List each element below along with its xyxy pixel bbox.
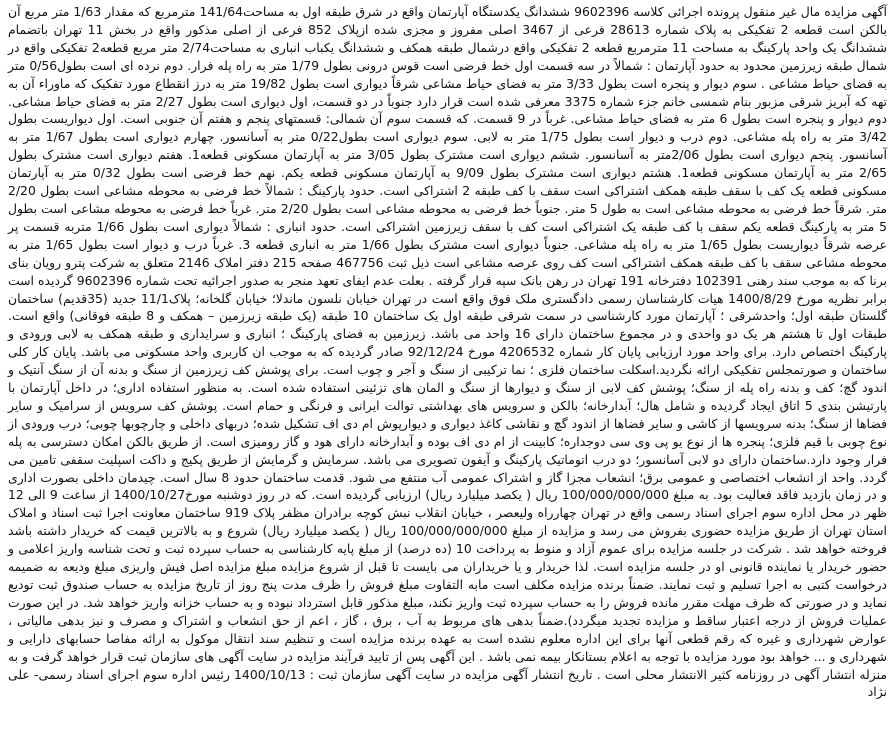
auction-notice-text: آگهی مزایده مال غیر منقول پرونده اجرائی کلاسه 9602396 ششدانگ یکدستگاه آپارتمان واقع در شرق طبقه اول به مساحت141/64 مترمربع که مقدار 1/63 متر مربع آن بالکن است قطعه 2 تفکیکی به پلاک شماره 28613 فرعی از 3467 اصلی مفروز و مجزی شده ازپلاک 852 فرعی از اصلی مذکور واقع در بخش 11 تهران باتضمام ششدانگ یک واحد پارکینگ به مساحت 11 مترمربع قطعه 2 تفکیکی واقع درشمال طبقه همکف و ششدانگ یکباب انباری به مساحت2/74 متر مربع قطعه2 تفکیکی واقع در شمال طبقه زیرزمین محدود به حدود آپارتمان : شمالاً در سه قسمت اول خط فرضی است قوس درونی بطول 1/79 متر به راه پله فرار. دوم نرده ای است بطول0/56 متر به فضای حیاط مشاعی . سوم دیوار و پنجره است بطول 3/33 متر به فضای حیاط مشاعی شرقاً دیواری است بطول 19/82 متر به درز انقطاع مورد تفکیک که ماوراء آن به تهه که آبریز شرقی مزبور بنام شمسی خانم جزء شماره 3375 معرفی شده است قرار دارد جنوباً در دو قسمت، اول دیواری است بطول 2/27 متر به فضای حیاط مشاعی. دوم دیوار و پنجره است بطول 6 متر به فضای حیاط مشاعی. غرباً در 9 قسمت. که قسمت سوم آن شمالی: قسمتهای پنجم و هفتم آن جنوبی است. اول دیواریست بطول 3/42 متر به راه پله مشاعی. دوم درب و دیوار است بطول 1/75 متر به لابی. سوم دیواری است بطول0/22 متر به آسانسور. چهارم دیواری است بطول 1/67 متر به آسانسور. پنجم دیواری است بطول 2/06متر به آسانسور. ششم دیواری است مشترک بطول 3/05 متر به آپارتمان مسکونی قطعه1. هفتم دیواری است مشترک بطول 2/65 متر به آپارتمان مسکونی قطعه1. هشتم دیواری است مشترک بطول 9/09 به آپارتمان مسکونی قطعه یکم. نهم خط فرضی است بطول 0/32 متر به آپارتمان مسکونی قطعه یک کف با سقف طبقه همکف اشتراکی است سقف با کف طبقه 2 اشتراکی است. حدود پارکینگ : شمالاً خط فرضی به محوطه مشاعی است بطول 2/20 متر. شرقاً خط فرضی به محوطه مشاعی است به طول 5 متر. جنوباً خط فرضی به محوطه مشاعی است بطول 2/20 متر. غرباً خط فرضی به محوطه مشاعی است بطول 5 متر به پارکینگ قطعه یکم سقف با کف طبقه یک اشتراکی است کف با سقف زیرزمین اشتراکی است. حدود انباری : شمالاً دیواری است بطول 1/66 متربه قسمت پر عرصه شرقاً دیواریست بطول 1/65 متر به راه پله مشاعی. جنوباً دیواری است مشترک بطول 1/66 متر به انباری قطعه 3. غرباً درب و دیوار است بطول 1/65 متر به محوطه مشاعی سقف با کف طبقه همکف اشتراکی است کف روی عرصه مشاعی است ذیل ثبت 467756 صفحه 215 دفتر املاک 2146 متعلق به شرکت پترو رویان بنای برنا که به موجب سند رهنی 102391 دفترخانه 191 تهران در رهن بانک سپه قرار گرفته . بعلت عدم ایفای تعهد منجر به صدور اجرائیه تحت شماره 9602396 گردیده است برابر نظریه مورخ 1400/8/29 هیات کارشناسان رسمی دادگستری ملک فوق واقع است در تهران خیابان نلسون ماندلا؛ خیابان گلخانه؛ پلاک11/1 جدید (35قدیم) ساختمان گلستان طبقه اول؛ واحدشرقی ؛ آپارتمان مورد کارشناسی در سمت شرقی طبقه اول یک ساختمان 10 طبقه (یک طبقه زیرزمین – همکف و 8 طبقه فوقانی) واقع است. طبقات اول تا هشتم هر یک دو واحدی و در مجموع ساختمان دارای 16 واحد می باشد. زیرزمین به فضای پارکینگ ؛ انباری و سرایداری و طبقه همکف به لابی ورودی و پارکینگ اختصاص دارد. برای واحد مورد ارزیابی پایان کار شماره 4206532 مورخ 92/12/24 صادر گردیده که به موجب ان کاربری واحد مسکونی می باشد. پایان کار کلی ساختمان و صورتمجلس تفکیکی ارائه نگردید.اسکلت ساختمان فلزی ؛ نما ترکیبی از سنگ و آجر و چوب است. برای پوشش کف زیرزمین از سنگ و بدنه آن از سنگ آنتیک و اندود گچ؛ کف و بدنه راه پله از سنگ؛ پوشش کف لابی از سنگ و دیوارها از سنگ و المان های تزئینی استفاده شده است. به منظور استفاده اداری؛ در داخل آپارتمان با پارتیشن بندی 5 اتاق ایجاد گردیده و شامل هال؛ آبدارخانه؛ بالکن و سرویس های بهداشتی توالت ایرانی و فرنگی و حمام است. پوشش کف سرویس از سرامیک و سایر فضاها از سنگ؛ بدنه سرویسها از کاشی و سایر فضاها از اندود گچ و نقاشی کاغذ دیواری و دیوارپوش ام دی اف تشکیل شده؛ دربهای داخلی و چارچوبها چوبی؛ درب ورودی از نوع چوبی با قیم فلزی؛ پنجره ها از نوع یو پی وی سی دوجداره؛ کابینت از ام دی اف بوده و آبدارخانه دارای هود و گاز رومیزی است. از طریق بالکن امکان دسترسی به پله فرار وجود دارد.ساختمان دارای دو لابی آسانسور؛ دو درب اتوماتیک پارکینگ و آیفون تصویری می باشد. سرمایش و گرمایش از طریق پکیج و داکت اسپلیت سقفی تامین می گردد. واحد از انشعاب اختصاصی و عمومی برق؛ انشعاب مجزا گاز و اشتراک عمومی آب منتفع می شود. قدمت ساختمان حدود 8 سال است. چیدمان داخلی بصورت اداری و در زمان بازدید فاقد فعالیت بود. به مبلغ 100/000/000/000 ریال ( یکصد میلیارد ریال) ارزیابی گردیده است. که در روز دوشنبه مورخ1400/10/27 از ساعت 9 الی 12 ظهر در محل اداره سوم اجرای اسناد رسمی واقع در تهران چهارراه ولیعصر ، خیابان انقلاب نبش کوچه برادران مظفر پلاک 919 ساختمان معاونت اجرا ثبت اسناد و املاک استان تهران از طریق مزایده حضوری بفروش می رسد و مزایده از مبلغ 100/000/000/000 ریال ( یکصد میلیارد ریال) شروع و به بالاترین قیمت که خریدار داشته باشد فروخته خواهد شد . شرکت در جلسه مزایده برای عموم آزاد و منوط به پرداخت 10 (ده درصد) از مبلغ پایه کارشناسی به حساب سپرده ثبت و تحت شناسه واریز اعلامی و حضور خریدار یا نماینده قانونی او در جلسه مزایده است. لذا خریدار و یا خریداران می بایست تا قبل از شروع مزایده مبلغ مزایده اصل فیش واریزی مبلغ ودیعه به ضمیمه درخواست کتبی به اجرا تسلیم و ثبت نمایند. ضمناً برنده مزایده مکلف است مابه التفاوت مبلغ فروش را ظرف مدت پنج روز از تاریخ مزایده به حساب صندوق ثبت تودیع نماید و در صورتی که ظرف مهلت مقرر مانده فروش را به حساب سپرده ثبت واریز نکند، مبلغ مذکور قابل استرداد نبوده و به حساب خزانه واریز خواهد شد. در این صورت عملیات فروش از درجه اعتبار ساقط و مزایده تجدید میگردد).ضمناً بدهی های مربوط به آب ، برق ، گاز ، اعم از حق انشعاب و اشتراک و مصرف و نیز بدهی مالیاتی ، عوارض شهرداری و غیره که رقم قطعی آنها برای این اداره معلوم نشده است به عهده برنده مزایده است و تنظیم سند انتقال موکول به ارائه مفاصا حسابهای دارایی و شهرداری و ... خواهد بود مورد مزایده با توجه به اعلام بستانکار بیمه نمی باشد . این آگهی پس از تایید فرآیند مزایده در سایت آگهی های سازمان ثبت قرار خواهد گرفت و به منزله انتشار آگهی در روزنامه کثیر الانتشار محلی است . تاریخ انتشار آگهی مزایده در سایت آگهی سازمان ثبت : 1400/10/13 رئیس اداره سوم اجرای اسناد رسمی- علی نژاد (8, 4, 888, 700)
